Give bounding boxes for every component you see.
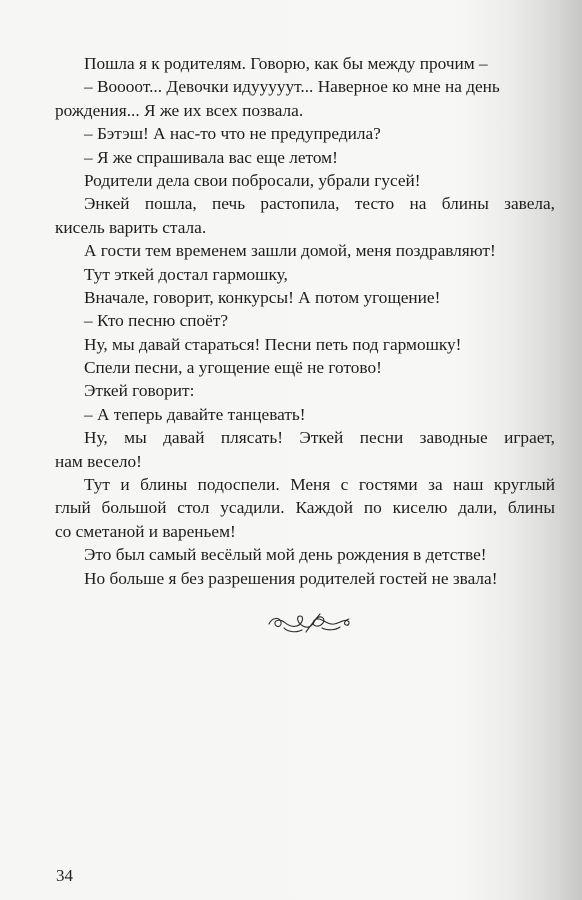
text-line: – Я же спрашивала вас еще летом!	[84, 147, 338, 167]
text-line: – Воооот... Девочки идууууут... Наверное ко мне на день	[84, 77, 500, 97]
text-line: Вначале, говорит, конкурсы! А потом угощение!	[84, 287, 441, 307]
text-line: Ну, мы давай стараться! Песни петь под гармошку!	[84, 334, 462, 354]
text-line: рождения... Я же их всех позвала.	[55, 100, 304, 120]
text-line: – Бэтэш! А нас-то что не предупредила?	[84, 124, 381, 144]
text-line: Тут эткей достал гармошку,	[84, 264, 288, 284]
flourish-ornament-icon	[266, 606, 352, 640]
text-line: со сметаной и вареньем!	[55, 521, 236, 541]
text-line: Пошла я к родителям. Говорю, как бы между прочим –	[84, 54, 488, 73]
text-line: Ну, мы давай плясать! Эткей песни заводные играет,	[84, 428, 555, 448]
text-line: кисель варить стала.	[55, 217, 207, 237]
text-line: Энкей пошла, печь растопила, тесто на блины завела,	[84, 194, 555, 214]
text-line: Родители дела свои побросали, убрали гусей!	[84, 170, 421, 190]
text-line: – Кто песню споёт?	[84, 311, 229, 331]
story-text	[55, 52, 555, 590]
text-line: глый большой стол усадили. Каждой по киселю дали, блины	[55, 498, 555, 518]
text-line: Эткей говорит:	[84, 381, 195, 401]
text-line: А гости тем временем зашли домой, меня поздравляют!	[84, 241, 496, 261]
text-line: Но больше я без разрешения родителей гостей не звала!	[84, 568, 498, 588]
text-line: Это был самый весёлый мой день рождения в детстве!	[84, 545, 487, 565]
page-number: 34	[56, 866, 73, 885]
text-line: Тут и блины подоспели. Меня с гостями за наш круглый	[84, 475, 555, 495]
text-line: – А теперь давайте танцевать!	[84, 404, 306, 424]
text-line: нам весело!	[55, 451, 142, 471]
text-line: Спели песни, а угощение ещё не готово!	[84, 358, 382, 378]
